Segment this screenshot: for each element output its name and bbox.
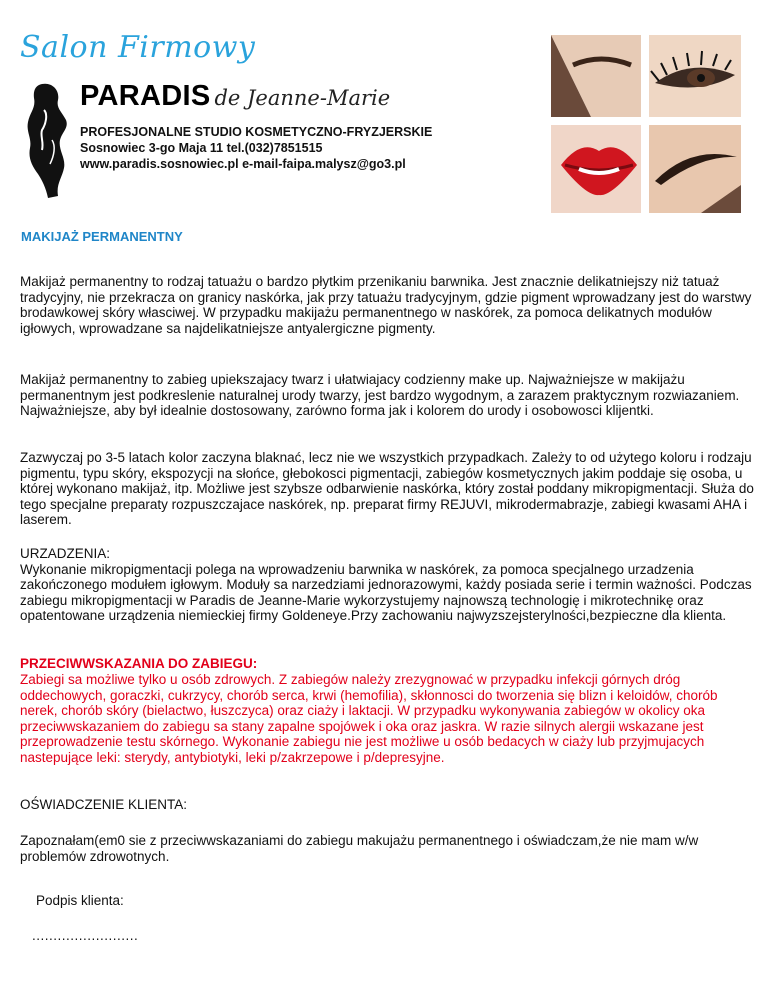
brand-suffix: de Jeanne-Marie bbox=[214, 86, 391, 110]
salon-title: Salon Firmowy bbox=[20, 30, 256, 65]
eyebrow-closeup-photo-icon bbox=[649, 125, 741, 213]
brand-name: PARADIS bbox=[80, 80, 211, 112]
paragraph-benefits: Makijaż permanentny to zabieg upiekszajacy twarz i ułatwiajacy codzienny make up. Najważniejsze w makijażu permanentnym jest podkreslenie naturalnej urody twarzy, jest bardzo wygodnym, a zarazem praktycznym rozwiazaniem. Najważniejsze, aby był idealnie dostosowany, zarówno forma jak i kolorem do urody i osobowosci klijentki. bbox=[20, 372, 740, 419]
eyebrow-photo-icon bbox=[551, 35, 641, 117]
paragraph-fading: Zazwyczaj po 3-5 latach kolor zaczyna blaknać, lecz nie we wszystkich przypadkach. Zależy to od użytego koloru i rodzaju pigmentu, typu skóry, ekspozycji na słońce, głebokosci pigmentacji, zabiegów kosmetycznych jakim poddaje się osoba, u której wykonano makijaż, itp. Możliwe jest szybsze odbarwienie naskórka, który został poddany mikropigmentacji. Służa do tego specjalne preparaty rozpuszczajace naskórek, np. preparat firmy REJUVI, mikrodermabrazje, zabiegi kwasami AHA i laserem. bbox=[20, 450, 754, 528]
paragraph-devices: URZADZENIA: Wykonanie mikropigmentacji polega na wprowadzeniu barwnika w naskórek, za pomoca specjalnego urzadzenia zakończonego modułem igłowym. Moduły sa narzedziami jednorazowymi, każdy posiada serie i termin ważności. Podczas zabiegu mikropigmentacji w Paradis de Jeanne-Marie wykorzystujemy najnowszą technologię i mikrotechnikę oraz opatentowane urządzenia niemieckiej firmy Goldeneye.Przy zachowaniu najwyzszejsterylności,bezpieczne dla klienta. bbox=[20, 546, 752, 624]
contraindications-text: Zabiegi sa możliwe tylko u osób zdrowych. Z zabiegów należy zrezygnować w przypadku infekcji górnych dróg oddechowych, goraczki, cukrzycy, chorób serca, krwi (hemofilia), skłonnosci do tworzenia się blizn i keloidów, chorób nerek, chorób skóry (bielactwo, łuszczyca) oraz ciaży i laktacji. W przypadku wykonywania zabiegów w okolicy oka przeciwwskazaniem do zabiegu sa stany zapalne spojówek i oka oraz jaskra. W razie silnych alergii wskazane jest przeprowadzenie testu skórnego. Wykonanie zabiegu nie jest możliwe u osób bedacych w ciaży lub przyjmujacych nastepujące leki: sterydy, antybiotyki, leki p/zakrzepowe i p/depresyjne. bbox=[20, 672, 718, 765]
address-line: Sosnowiec 3-go Maja 11 tel.(032)7851515 bbox=[80, 141, 323, 155]
studio-line: PROFESJONALNE STUDIO KOSMETYCZNO-FRYZJERSKIE bbox=[80, 125, 433, 139]
lips-photo-icon bbox=[551, 125, 641, 213]
declaration-text: Zapoznałam(em0 sie z przeciwwskazaniami do zabiegu makujażu permanentnego i oświadczam,że nie mam w/w problemów zdrowotnych. bbox=[20, 833, 699, 864]
signature-label: Podpis klienta: bbox=[36, 893, 124, 908]
declaration-title: OŚWIADCZENIE KLIENTA: bbox=[20, 797, 188, 812]
contraindications-title: PRZECIWWSKAZANIA DO ZABIEGU: bbox=[20, 656, 258, 671]
silhouette-logo-icon bbox=[22, 80, 70, 200]
eye-photo-icon bbox=[649, 35, 741, 117]
brand-line bbox=[80, 80, 390, 113]
signature-line: ......................... bbox=[32, 928, 139, 943]
paragraph-definition: Makijaż permanentny to rodzaj tatuażu o bardzo płytkim przenikaniu barwnika. Jest znacznie delikatniejszy niż tatuaż tradycyjny, nie przekracza on granicy naskórka, jak przy tatuażu tradycyjnym, gdzie pigment wprowadzany jest do warstwy brodawkowej skóry własciwej. W przypadku makijażu permanentnego w naskórek, za pomoca delikatnych modułów igłowych, wprowadzane sa najdelikatniejsze antyalergiczne pigmenty. bbox=[20, 274, 752, 336]
section-title: MAKIJAŻ PERMANENTNY bbox=[21, 229, 183, 244]
makeup-photo-collage bbox=[551, 35, 741, 213]
contact-line: www.paradis.sosnowiec.pl e-mail-faipa.malysz@go3.pl bbox=[80, 157, 406, 171]
